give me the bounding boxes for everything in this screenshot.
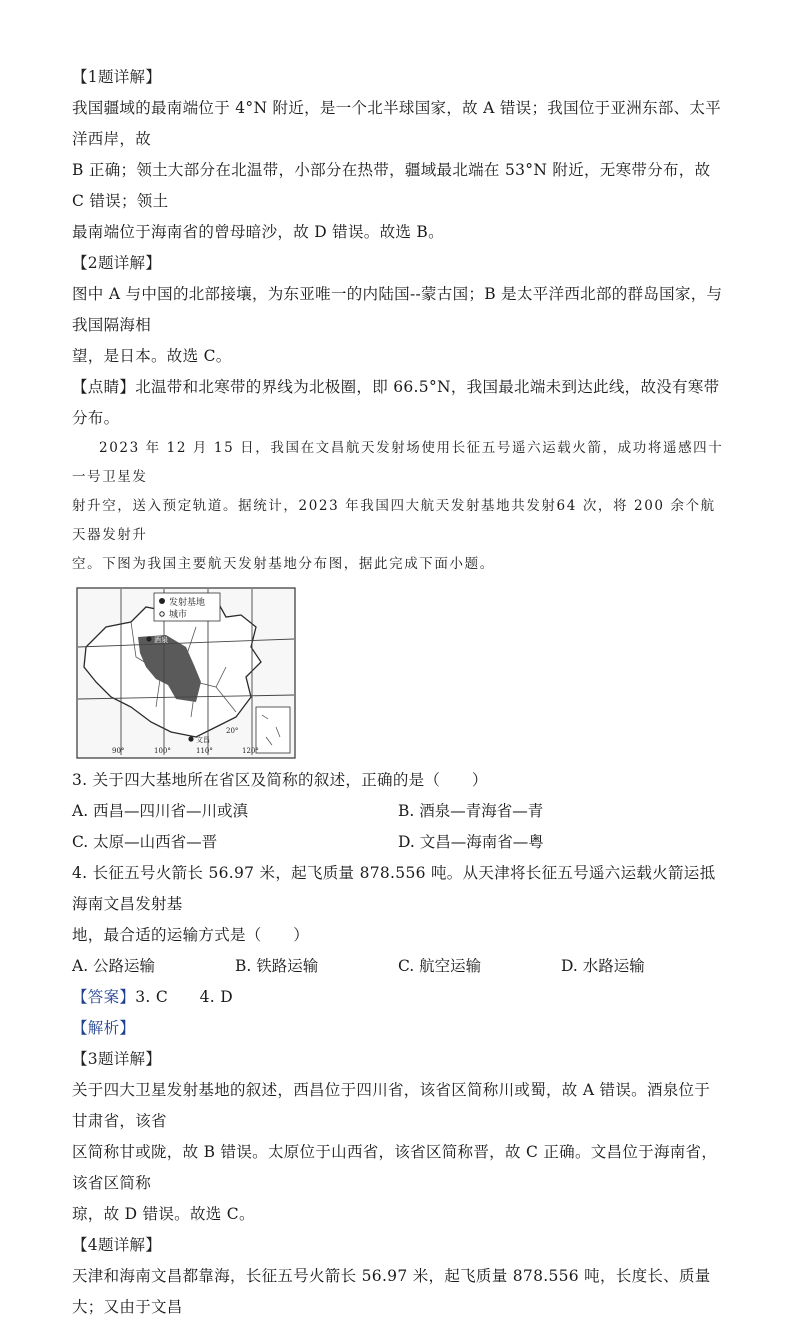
q3-detail-line: 琼，故 D 错误。故选 C。 <box>72 1205 255 1223</box>
q4-option-c[interactable]: C. 航空运输 <box>398 957 482 975</box>
q4-detail-line: 天津和海南文昌都靠海，长征五号火箭长 56.97 米，起飞质量 878.556 吨，长度长、质量大；又由于文昌 <box>72 1267 711 1316</box>
tip-label: 【点睛】 <box>72 378 136 396</box>
legend-city: 城市 <box>169 610 188 620</box>
base-marker-icon <box>159 598 165 604</box>
lon-110: 110° <box>196 747 213 755</box>
q2-line: 望，是日本。故选 C。 <box>72 347 232 365</box>
label-wenchang: 文昌 <box>196 736 210 744</box>
q3-detail-line: 关于四大卫星发射基地的叙述，西昌位于四川省，该省区简称川或蜀，故 A 错误。酒泉位于甘肃省，该省 <box>72 1081 711 1130</box>
q3-option-d[interactable]: D. 文昌—海南省—粤 <box>398 833 544 851</box>
label-jiuquan: 酒泉 <box>154 636 168 644</box>
lon-90: 90° <box>112 747 125 755</box>
q3-detail-line: 区简称甘或陇，故 B 错误。太原位于山西省，该省区简称晋，故 C 正确。文昌位于海南省，该省区简称 <box>72 1143 718 1192</box>
q1-line: 我国疆域的最南端位于 4°N 附近，是一个北半球国家，故 A 错误；我国位于亚洲东部、太平洋西岸，故 <box>72 99 722 148</box>
q3-option-a[interactable]: A. 西昌—四川省—川或滇 <box>72 802 249 820</box>
document-page <box>72 62 724 1323</box>
legend-base: 发射基地 <box>169 598 206 608</box>
q4-detail-heading: 【4题详解】 <box>72 1236 162 1254</box>
analysis-label: 【解析】 <box>72 1019 136 1037</box>
q4-option-a[interactable]: A. 公路运输 <box>72 957 156 975</box>
answer-line <box>72 982 724 1013</box>
q1-line: B 正确；领土大部分在北温带，小部分在热带，疆域最北端在 53°N 附近，无寒带分布，故 C 错误；领土 <box>72 161 711 210</box>
intro-line: 射升空，送入预定轨道。据统计，2023 年我国四大航天发射基地共发射64 次，将 200 余个航天器发射升 <box>72 498 716 543</box>
answer-text: 3. C 4. D <box>135 988 233 1006</box>
q2-line: 图中 A 与中国的北部接壤，为东亚唯一的内陆国--蒙古国；B 是太平洋西北部的群岛国家，与我国隔海相 <box>72 285 723 334</box>
answer-label: 【答案】 <box>72 988 136 1006</box>
q3-stem: 3. 关于四大基地所在省区及简称的叙述，正确的是（ ） <box>72 771 488 789</box>
q4-stem-line: 地，最合适的运输方式是（ ） <box>72 926 310 944</box>
q3-option-b[interactable]: B. 酒泉—青海省—青 <box>398 802 544 820</box>
q4-option-d[interactable]: D. 水路运输 <box>561 957 645 975</box>
q3-options-row-2 <box>72 827 724 858</box>
lon-120: 120° <box>242 747 259 755</box>
launch-base-map <box>76 587 296 759</box>
q3-option-c[interactable]: C. 太原—山西省—晋 <box>72 833 218 851</box>
intro-line: 空。下图为我国主要航天发射基地分布图，据此完成下面小题。 <box>72 556 495 572</box>
q3-detail-heading: 【3题详解】 <box>72 1050 162 1068</box>
tip-text: 北温带和北寒带的界线为北极圈，即 66.5°N，我国最北端未到达此线，故没有寒带分布。 <box>72 378 720 427</box>
q1-heading: 【1题详解】 <box>72 68 162 86</box>
q1-line: 最南端位于海南省的曾母暗沙，故 D 错误。故选 B。 <box>72 223 444 241</box>
tip-paragraph <box>72 372 724 434</box>
q4-option-b[interactable]: B. 铁路运输 <box>235 957 319 975</box>
q4-stem-line: 4. 长征五号火箭长 56.97 米，起飞质量 878.556 吨。从天津将长征五号遥六运载火箭运抵海南文昌发射基 <box>72 864 716 913</box>
q3-options-row-1 <box>72 796 724 827</box>
intro-line: 2023 年 12 月 15 日，我国在文昌航天发射场使用长征五号遥六运载火箭，成功将遥感四十一号卫星发 <box>72 440 724 485</box>
q4-options <box>72 951 724 982</box>
lat-20: 20° <box>226 727 239 735</box>
lon-100: 100° <box>154 747 171 755</box>
q2-heading: 【2题详解】 <box>72 254 162 272</box>
